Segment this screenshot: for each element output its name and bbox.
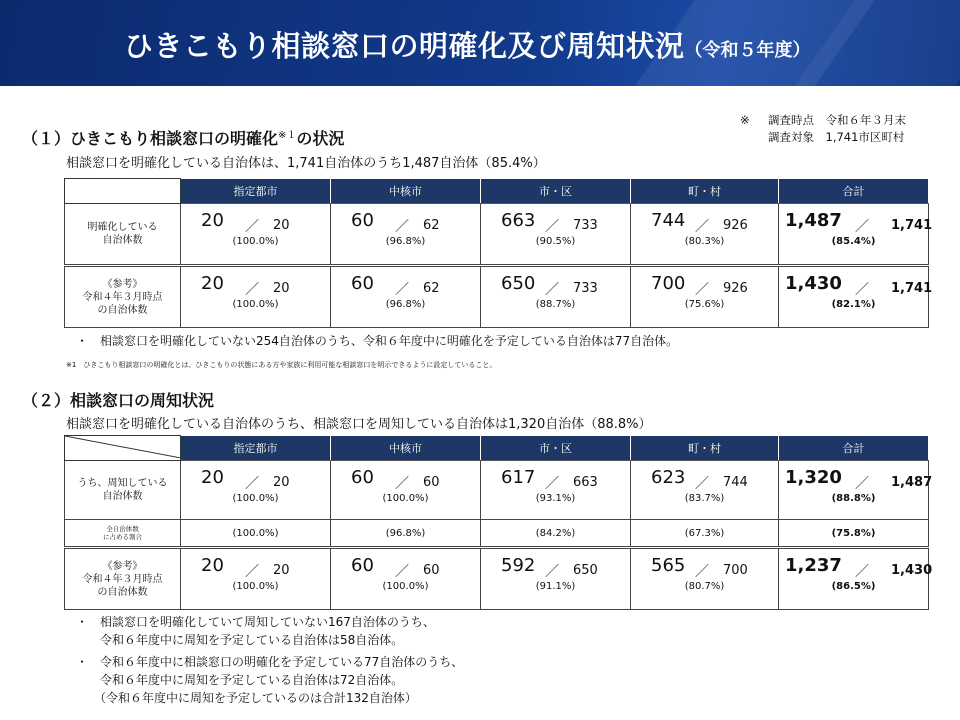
percentage-cell: (67.3%) (631, 520, 779, 548)
count-value: 592 (501, 555, 536, 576)
slash: ／ (545, 219, 559, 235)
page-title-main: ひきこもり相談窓口の明確化及び周知状況 (124, 29, 685, 63)
col-header: 市・区 (481, 436, 631, 461)
row-label-line: に占める割合 (103, 533, 142, 541)
col-header: 中核市 (331, 436, 481, 461)
survey-target: 調査対象 1,741市区町村 (768, 130, 905, 144)
value-cell (331, 266, 481, 328)
percentage-value: (100.0%) (232, 493, 279, 504)
value-cell (631, 204, 779, 266)
value-cell (481, 266, 631, 328)
total-cell (779, 549, 933, 609)
survey-time: ※ 調査時点 令和６年３月末 (740, 113, 906, 127)
count-value: 663 (501, 210, 536, 231)
count-value: 60 (351, 467, 374, 488)
count-cell (481, 204, 630, 264)
count-value: 60 (351, 555, 374, 576)
value-cell (181, 266, 331, 328)
denominator-value: 650 (573, 563, 598, 578)
col-header: 町・村 (631, 436, 779, 461)
value-cell (631, 548, 779, 610)
value-cell (779, 548, 933, 610)
count-value: 650 (501, 273, 536, 294)
slash: ／ (855, 564, 869, 580)
percentage-value: (100.0%) (232, 236, 279, 247)
denominator-value: 1,741 (891, 281, 933, 296)
row-label-line: の自治体数 (97, 586, 148, 598)
col-header: 合計 (779, 436, 929, 461)
percentage-value: (93.1%) (535, 493, 576, 504)
total-cell (779, 461, 933, 519)
count-cell (631, 204, 778, 264)
count-value: 744 (651, 210, 686, 231)
percentage-value: (90.5%) (535, 236, 576, 247)
denominator-value: 20 (273, 475, 290, 490)
slash: ／ (695, 282, 709, 298)
count-cell (481, 549, 630, 609)
slash: ／ (245, 476, 259, 492)
col-header: 指定都市 (181, 436, 331, 461)
denominator-value: 20 (273, 563, 290, 578)
row-label-line: 《参考》 (102, 278, 143, 290)
total-cell (779, 267, 933, 327)
count-value: 623 (651, 467, 686, 488)
denominator-value: 700 (723, 563, 748, 578)
count-value: 1,487 (785, 210, 842, 231)
value-cell (181, 204, 331, 266)
percentage-value: (80.3%) (684, 236, 725, 247)
percentage-value: (96.8%) (385, 236, 426, 247)
count-value: 60 (351, 210, 374, 231)
table-row (65, 520, 929, 548)
slash: ／ (395, 219, 409, 235)
percentage-value: (88.7%) (535, 299, 576, 310)
table-row (65, 461, 929, 520)
count-cell (181, 267, 330, 327)
percentage-value: (100.0%) (232, 581, 279, 592)
denominator-value: 20 (273, 218, 290, 233)
slash: ／ (245, 564, 259, 580)
count-value: 20 (201, 467, 224, 488)
count-value: 1,237 (785, 555, 842, 576)
denominator-value: 744 (723, 475, 748, 490)
section1-heading: （１）ひきこもり相談窓口の明確化$^{※1}$の状況 (22, 129, 345, 148)
note-mark: ※ (740, 113, 750, 127)
percentage-cell: (100.0%) (181, 520, 331, 548)
value-cell (331, 461, 481, 520)
col-header: 中核市 (331, 179, 481, 204)
value-cell (331, 204, 481, 266)
value-cell (331, 548, 481, 610)
percentage-value: (83.7%) (684, 493, 725, 504)
denominator-value: 733 (573, 281, 598, 296)
table-publicity (64, 435, 933, 610)
section1-description: 相談窓口を明確化している自治体は、1,741自治体のうち1,487自治体（85.4%） (66, 156, 546, 171)
row-label (65, 548, 181, 610)
count-cell (481, 461, 630, 519)
section2-heading: （２）相談窓口の周知状況 (22, 391, 215, 410)
denominator-value: 926 (723, 218, 748, 233)
denominator-value: 1,430 (891, 563, 933, 578)
count-value: 60 (351, 273, 374, 294)
percentage-value: (100.0%) (382, 581, 429, 592)
count-value: 20 (201, 555, 224, 576)
count-cell (331, 461, 480, 519)
count-value: 1,320 (785, 467, 842, 488)
row-label-line: 自治体数 (102, 491, 143, 502)
count-value: 565 (651, 555, 686, 576)
percentage-value: (82.1%) (831, 299, 876, 310)
denominator-value: 1,487 (891, 475, 933, 490)
value-cell (181, 548, 331, 610)
row-label (65, 204, 181, 266)
value-cell (631, 461, 779, 520)
percentage-value: (86.5%) (831, 581, 876, 592)
slash: ／ (855, 219, 869, 235)
percentage-cell: (75.8%) (779, 520, 929, 548)
slash: ／ (695, 564, 709, 580)
row-label-line: うち、周知している (77, 478, 168, 489)
section2-description: 相談窓口を明確化している自治体のうち、相談窓口を周知している自治体は1,320自治体（88.8%） (66, 417, 652, 432)
slash: ／ (545, 476, 559, 492)
slash: ／ (545, 564, 559, 580)
value-cell (181, 461, 331, 520)
section2-bullet-line: 令和６年度中に周知を予定している自治体は58自治体。 (76, 633, 404, 647)
denominator-value: 60 (423, 475, 440, 490)
percentage-value: (96.8%) (385, 299, 426, 310)
denominator-value: 663 (573, 475, 598, 490)
percentage-value: (91.1%) (535, 581, 576, 592)
count-cell (331, 267, 480, 327)
row-label-line: 自治体数 (102, 235, 143, 246)
denominator-value: 1,741 (891, 218, 933, 233)
slash: ／ (545, 282, 559, 298)
count-cell (181, 461, 330, 519)
value-cell (481, 548, 631, 610)
percentage-value: (100.0%) (382, 493, 429, 504)
diagonal-line (65, 436, 181, 458)
count-cell (631, 461, 778, 519)
count-cell (331, 204, 480, 264)
percentage-value: (75.6%) (684, 299, 725, 310)
count-cell (481, 267, 630, 327)
slash: ／ (245, 282, 259, 298)
count-cell (631, 549, 778, 609)
value-cell (779, 266, 933, 328)
slash: ／ (395, 476, 409, 492)
table-row (65, 266, 929, 328)
percentage-value: (85.4%) (831, 236, 876, 247)
section1-heading-note: ※１ (278, 130, 297, 141)
percentage-cell: (84.2%) (481, 520, 631, 548)
row-label (65, 461, 181, 520)
value-cell (481, 204, 631, 266)
count-cell (331, 549, 480, 609)
count-value: 1,430 (785, 273, 842, 294)
row-label-line: の自治体数 (97, 304, 148, 316)
slash: ／ (855, 282, 869, 298)
count-cell (181, 549, 330, 609)
slash: ／ (395, 282, 409, 298)
col-header: 町・村 (631, 179, 779, 204)
row-label-line: 全自治体数 (106, 525, 139, 533)
page-title-suffix: （令和５年度） (684, 40, 811, 61)
section1-bullet: ・ 相談窓口を明確化していない254自治体のうち、令和６年度中に明確化を予定している自治体は77自治体。 (76, 334, 679, 348)
section1-footnote: ※1 ひきこもり相談窓口の明確化とは、ひきこもりの状態にある方や家族に利用可能な相談窓口を明示できるように設定していること。 (66, 361, 497, 369)
total-cell (779, 204, 933, 264)
value-cell (779, 204, 933, 266)
denominator-value: 20 (273, 281, 290, 296)
section2-bullet-line: （令和６年度中に周知を予定しているのは合計132自治体） (76, 691, 417, 705)
denominator-value: 926 (723, 281, 748, 296)
slash: ／ (695, 219, 709, 235)
slash: ／ (395, 564, 409, 580)
col-header: 合計 (779, 179, 929, 204)
value-cell (481, 461, 631, 520)
row-label-line: 令和４年３月時点 (82, 291, 163, 303)
denominator-value: 60 (423, 563, 440, 578)
row-label (65, 266, 181, 328)
table-row (65, 204, 929, 266)
slash: ／ (245, 219, 259, 235)
section2-bullet-line: ・ 相談窓口を明確化していて周知していない167自治体のうち、 (76, 615, 435, 629)
table-row (65, 548, 929, 610)
percentage-cell: (96.8%) (331, 520, 481, 548)
denominator-value: 62 (423, 281, 440, 296)
corner-cell (65, 436, 181, 461)
table-clarification (64, 178, 933, 328)
title-bar (0, 0, 960, 86)
denominator-value: 733 (573, 218, 598, 233)
percentage-value: (88.8%) (831, 493, 876, 504)
slash: ／ (855, 476, 869, 492)
count-value: 617 (501, 467, 536, 488)
survey-note (740, 112, 906, 146)
section2-bullet-line: 令和６年度中に周知を予定している自治体は72自治体。 (76, 673, 404, 687)
percentage-value: (100.0%) (232, 299, 279, 310)
count-cell (181, 204, 330, 264)
row-label (65, 520, 181, 548)
page-title (124, 24, 811, 65)
count-value: 700 (651, 273, 686, 294)
percentage-value: (80.7%) (684, 581, 725, 592)
row-label-line: 明確化している (87, 222, 158, 233)
count-value: 20 (201, 210, 224, 231)
row-label-line: 《参考》 (102, 560, 143, 572)
count-cell (631, 267, 778, 327)
count-value: 20 (201, 273, 224, 294)
col-header: 指定都市 (181, 179, 331, 204)
row-label-line: 令和４年３月時点 (82, 573, 163, 585)
value-cell (631, 266, 779, 328)
denominator-value: 62 (423, 218, 440, 233)
corner-cell (65, 179, 181, 204)
col-header: 市・区 (481, 179, 631, 204)
value-cell (779, 461, 933, 520)
slash: ／ (695, 476, 709, 492)
section2-bullet-line: ・ 令和６年度中に相談窓口の明確化を予定している77自治体のうち、 (76, 655, 464, 669)
